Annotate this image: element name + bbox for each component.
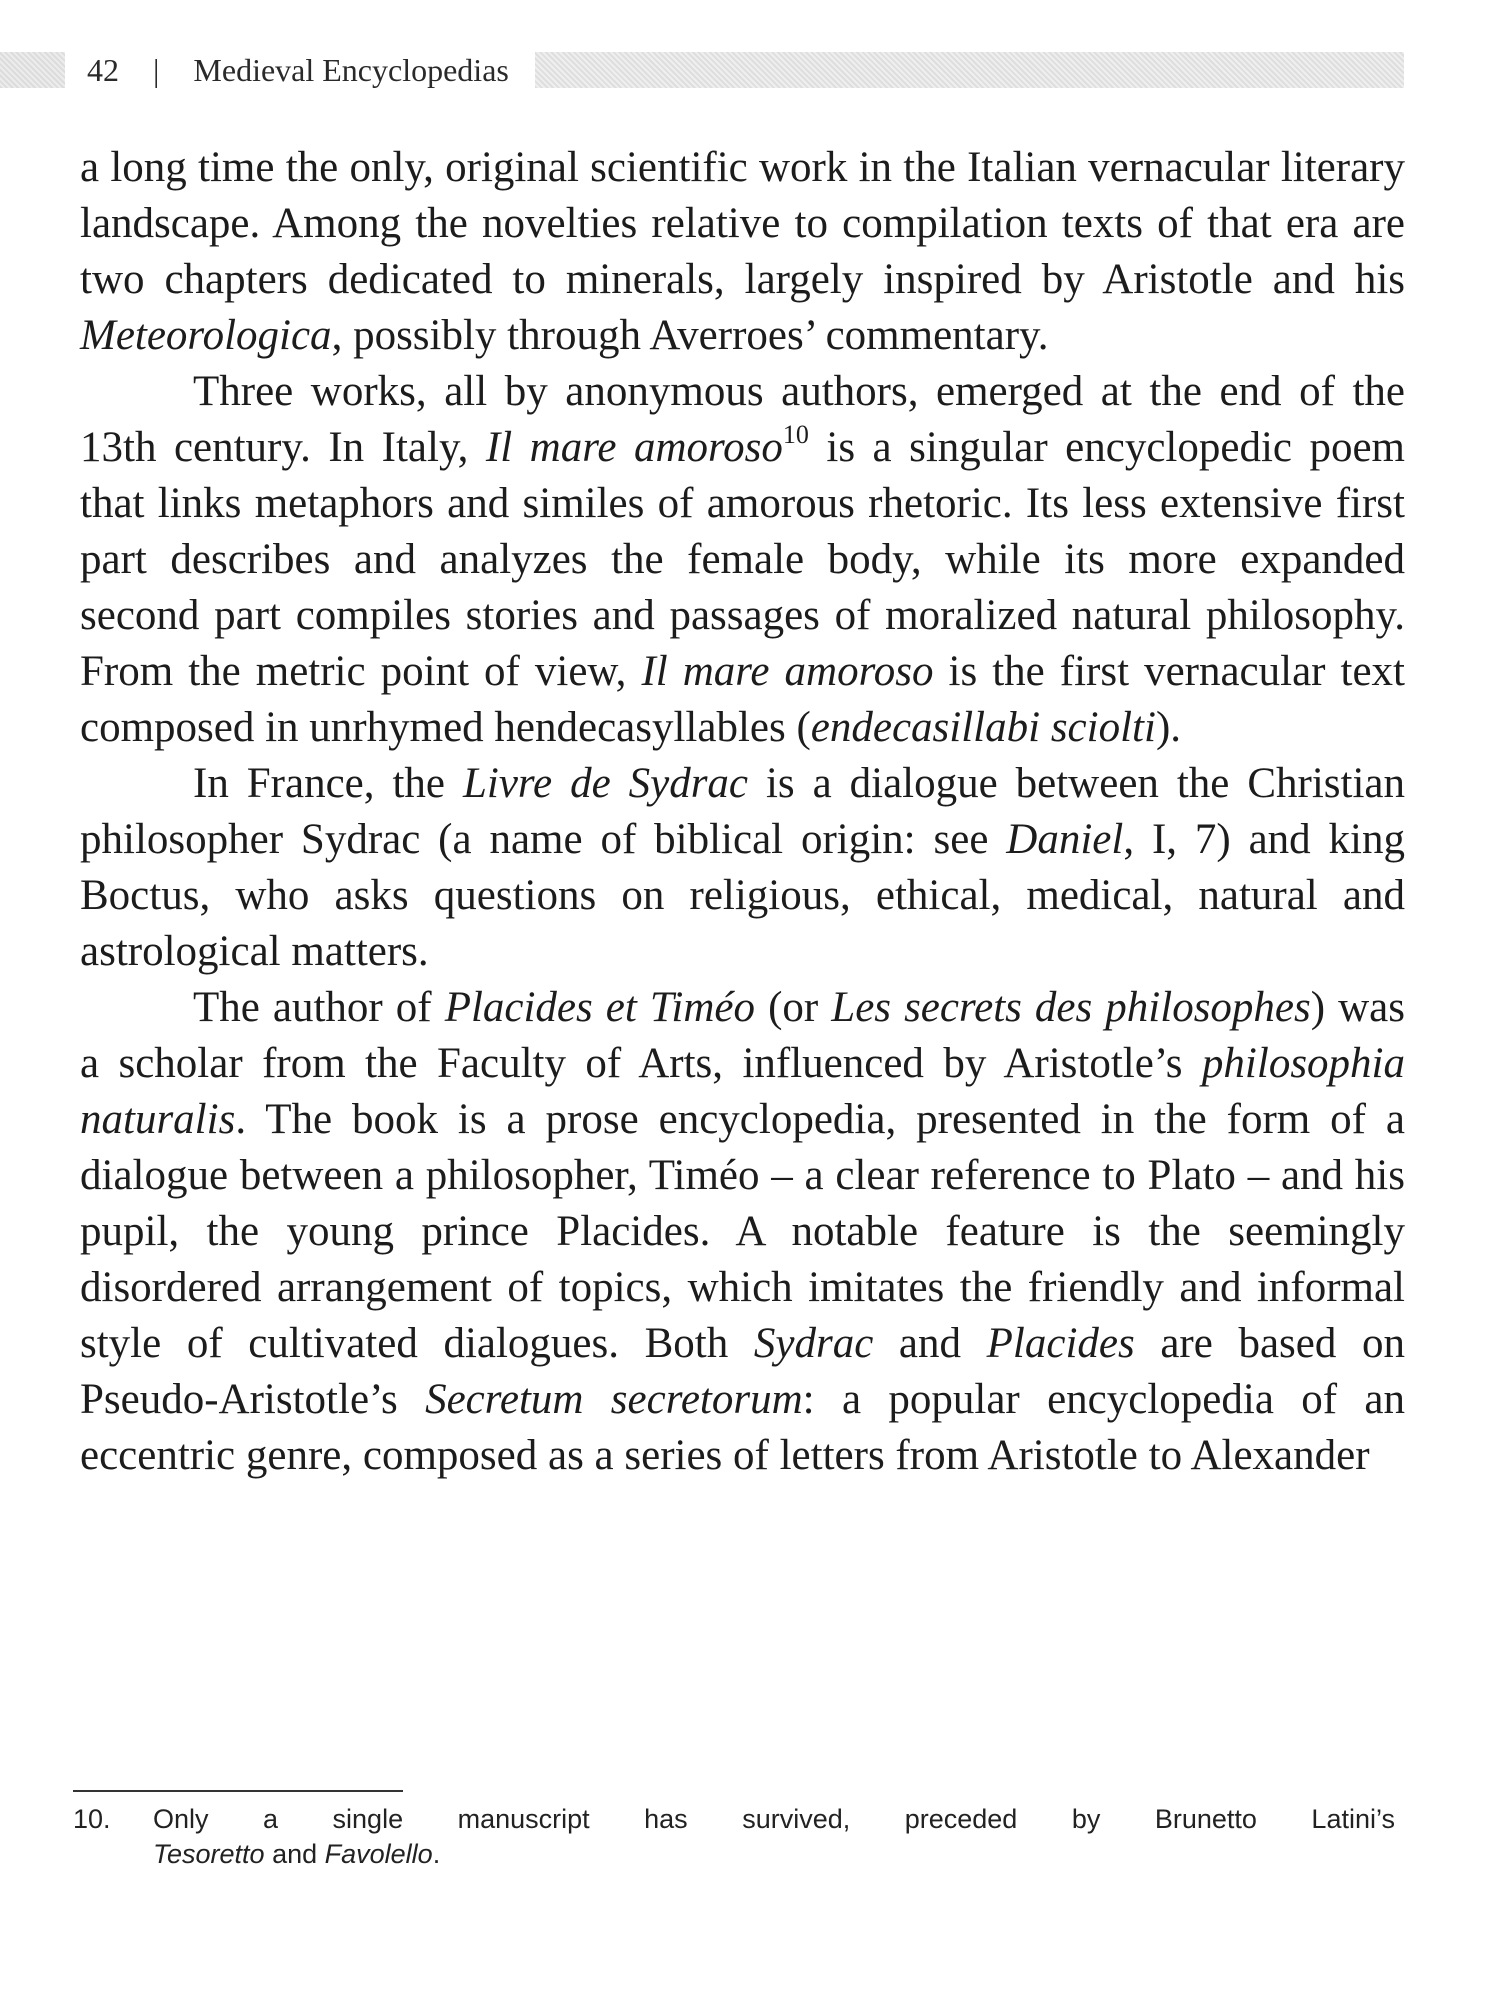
footnote-number: 10. [73,1804,111,1834]
header-separator: | [153,51,160,88]
italic-title: Favolello [324,1839,433,1869]
italic-title: Il mare amoroso [485,424,783,471]
text-run: (or [755,984,832,1031]
italic-term: philosophia naturalis [80,1040,1405,1143]
text-run: ) was a scholar from the Faculty of Arts, influenced by Aristotle’s [80,984,1405,1087]
footnote-marker: 10 [782,419,809,449]
text-run: Three works, all by anonymous authors, emerged at the end of the 13th century. In Italy, [80,368,1405,471]
footnote-line-2 [73,1837,1395,1872]
page-number: 42 [87,51,119,88]
book-title: Medieval Encyclopedias [193,51,509,88]
italic-title: Tesoretto [153,1839,265,1869]
paragraph-3 [80,756,1405,980]
text-run: In France, the [193,760,463,807]
italic-term: endecasillabi sciolti [810,704,1156,751]
text-run: a long time the only, original scientific work in the Italian vernacular literary landscape. Among the novelties relative to compilation texts of that era are two chapters dedicated to minerals, largely inspired by Aristotle and his [80,144,1405,303]
paragraph-4 [80,980,1405,1484]
footnote-rule [73,1790,403,1792]
header-text [65,52,509,89]
header-shade-right [535,52,1404,88]
text-run: are based on Pseudo-Aristotle’s [80,1320,1405,1423]
text-run: ). [1155,704,1182,751]
text-run: is the first vernacular text composed in unrhymed hendecasyllables ( [80,648,1405,751]
text-run: The author of [193,984,445,1031]
text-run: . [432,1839,441,1869]
italic-title: Placides [986,1320,1135,1367]
italic-title: Sydrac [753,1320,874,1367]
text-run: is a dialogue between the Christian philosopher Sydrac (a name of biblical origin: see [80,760,1405,863]
text-run: is a singular encyclopedic poem that links metaphors and similes of amorous rhetoric. Its less extensive first part describes and analyzes the female body, while its more expanded second part compiles stories and passages of moralized natural philosophy. From the metric point of view, [80,424,1406,695]
text-run: and [264,1839,325,1869]
text-run: . The book is a prose encyclopedia, presented in the form of a dialogue between a philosopher, Timéo – a clear reference to Plato – and his pupil, the young prince Placides. A notable feature is the seemingly disordered arrangement of topics, which imitates the friendly and informal style of cultivated dialogues. Both [80,1096,1405,1367]
text-run: , possibly through Averroes’ commentary. [331,312,1049,359]
italic-title: Les secrets des philosophes [831,984,1311,1031]
italic-title: Meteorologica [80,312,332,359]
header-shade-left [0,52,65,88]
text-run: : a popular encyclopedia of an eccentric genre, composed as a series of letters from Aristotle to Alexander [80,1376,1405,1479]
main-text [80,140,1405,1484]
italic-title: Il mare amoroso [641,648,934,695]
text-run: , I, 7) and king Boctus, who asks questions on religious, ethical, medical, natural and astrological matters. [80,816,1405,975]
footnote [73,1802,1395,1872]
italic-title: Daniel [1006,816,1124,863]
text-run: and [873,1320,987,1367]
paragraph-2 [80,364,1405,756]
footnote-line-1 [73,1802,1395,1837]
italic-title: Placides et Timéo [444,984,756,1031]
italic-title: Livre de Sydrac [462,760,749,807]
paragraph-1 [80,140,1405,364]
italic-title: Secretum secretorum [425,1376,803,1423]
running-header [0,52,1404,88]
footnote-text: Only a single manuscript has survived, preceded by Brunetto Latini’s [153,1804,1395,1834]
